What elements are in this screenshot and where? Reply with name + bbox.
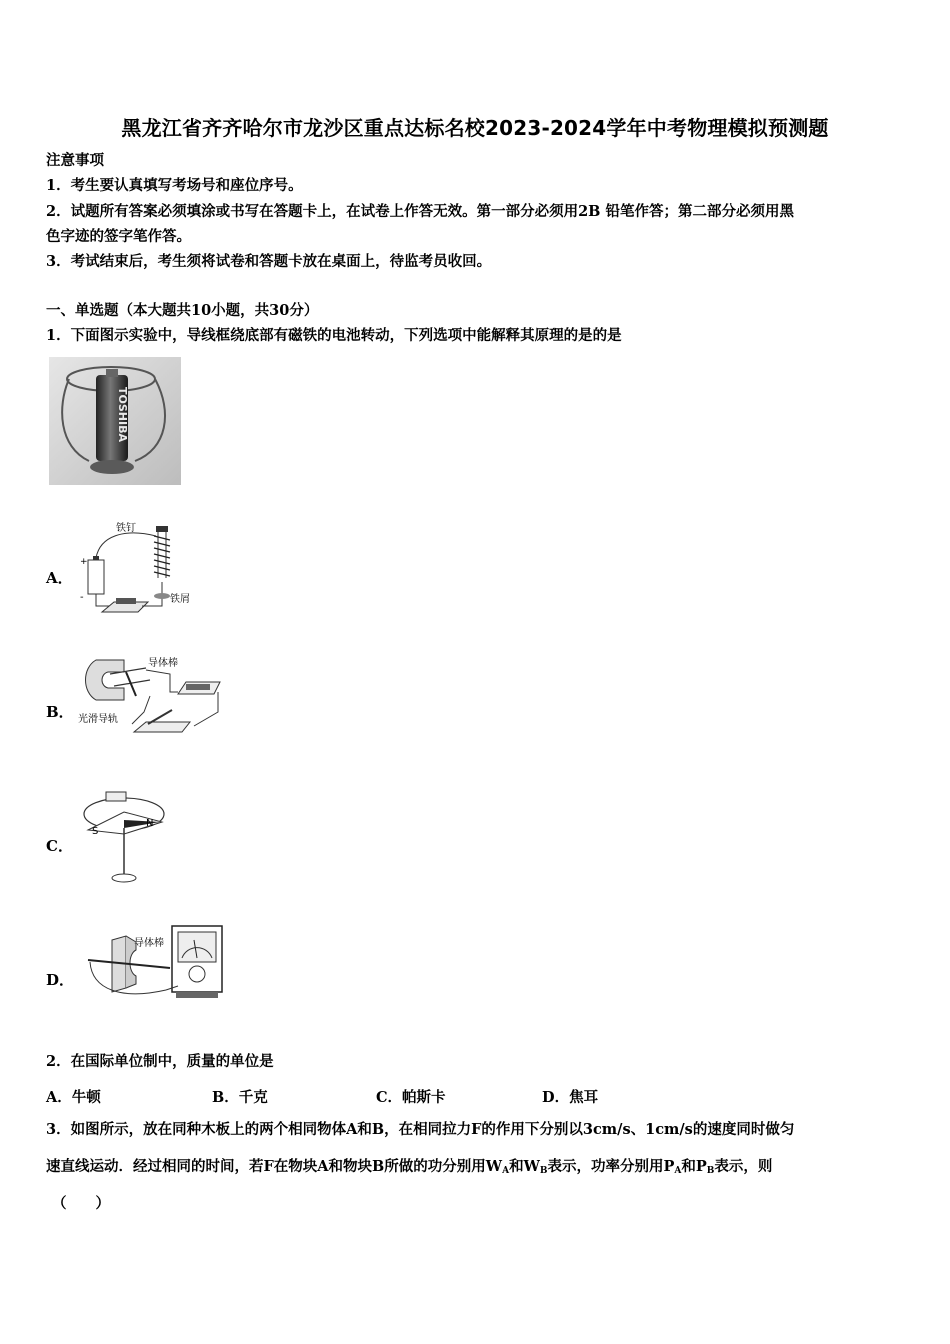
q3-text-e: 表示，则	[714, 1158, 773, 1175]
notice-item-2: 2．试题所有答案必须填涂或书写在答题卡上，在试卷上作答无效。第一部分必须用2B 铅笔作答；第二部分必须用黑	[46, 203, 794, 220]
iron-nail-label: 铁钉	[116, 523, 136, 534]
q2-choice-a[interactable]: A．牛顿	[46, 1089, 101, 1106]
option-a-label[interactable]: A．	[46, 569, 73, 587]
question-3-line-2	[46, 1157, 772, 1181]
notice-item-1: 1．考生要认真填写考场号和座位序号。	[46, 177, 303, 194]
question-3-line-1: 3．如图所示，放在同种木板上的两个相同物体A和B，在相同拉力F的作用下分别以3cm/s、1cm/s的速度同时做匀	[46, 1121, 795, 1138]
option-d-label[interactable]: D．	[46, 971, 75, 989]
smooth-rail-label: 光滑导轨	[78, 714, 118, 725]
q3-sub-a1: A	[502, 1166, 510, 1176]
galvanometer-diagram	[82, 920, 228, 1008]
q3-text-b: 和W	[509, 1158, 540, 1175]
q2-choice-b[interactable]: B．千克	[212, 1089, 268, 1106]
question-1-stem: 1．下面图示实验中，导线框绕底部有磁铁的电池转动，下列选项中能解释其原理的是的是	[46, 327, 622, 344]
option-c-label[interactable]: C．	[46, 837, 73, 855]
q3-sub-a2: A	[674, 1166, 682, 1176]
battery-photo	[49, 357, 181, 485]
q3-text-c: 表示，功率分别用P	[547, 1158, 675, 1175]
q3-sub-b2: B	[706, 1166, 715, 1176]
south-pole-label: S	[92, 826, 99, 837]
q2-choice-c[interactable]: C．帕斯卡	[376, 1089, 446, 1106]
battery-brand-text: TOSHIBA	[116, 387, 129, 442]
oersted-compass-diagram	[80, 782, 170, 886]
notice-item-2-cont: 色字迹的签字笔作答。	[46, 228, 191, 245]
notice-heading: 注意事项	[46, 152, 104, 169]
q3-text-d: 和P	[681, 1158, 707, 1175]
q2-choice-d[interactable]: D．焦耳	[542, 1089, 599, 1106]
page-title: 黑龙江省齐齐哈尔市龙沙区重点达标名校2023-2024学年中考物理模拟预测题	[121, 116, 829, 140]
section-heading: 一、单选题（本大题共10小题，共30分）	[46, 302, 319, 319]
iron-filings-label: 铁屑	[170, 594, 190, 605]
question-2-stem: 2．在国际单位制中，质量的单位是	[46, 1053, 274, 1070]
electromagnet-diagram	[74, 518, 210, 624]
minus-terminal: -	[80, 592, 84, 603]
plus-terminal: +	[80, 557, 88, 567]
conductor-rod-label: 导体棒	[148, 658, 178, 669]
conductor-rod-label-d: 导体棒	[134, 938, 164, 949]
q3-sub-b1: B	[539, 1166, 548, 1176]
notice-item-3: 3．考试结束后，考生须将试卷和答题卡放在桌面上，待监考员收回。	[46, 253, 492, 270]
north-pole-label: N	[146, 818, 154, 829]
option-b-label[interactable]: B．	[46, 703, 74, 721]
conductor-rail-diagram	[74, 652, 224, 744]
question-3-answer-blank[interactable]: （ ）	[52, 1195, 110, 1212]
q3-text-a: 速直线运动．经过相同的时间，若F在物块A和物块B所做的功分别用W	[46, 1158, 503, 1175]
